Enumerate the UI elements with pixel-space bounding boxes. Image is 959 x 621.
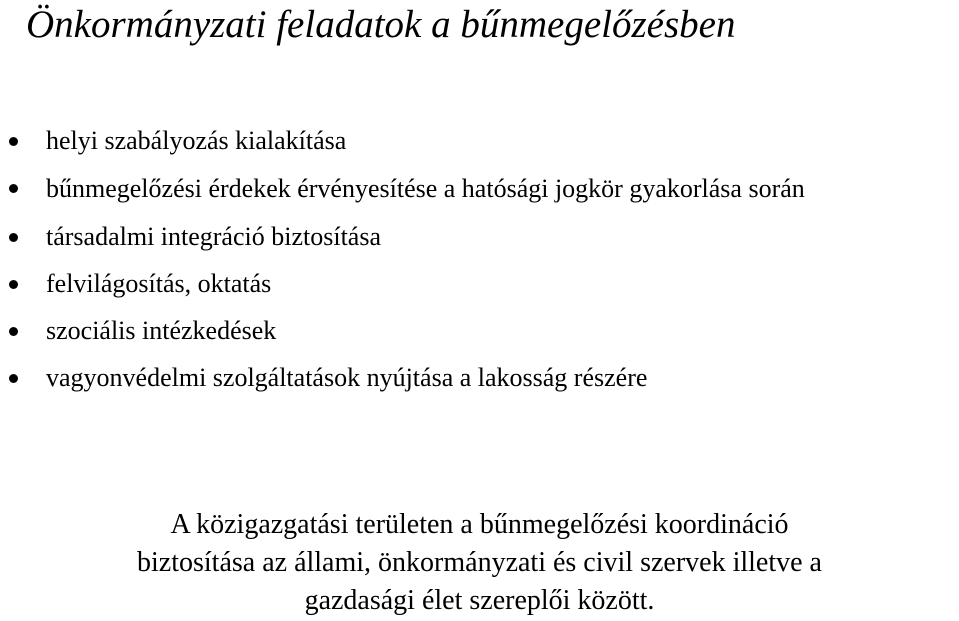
- bullet-text: bűnmegelőzési érdekek érvényesítése a hatósági jogkör gyakorlása során: [46, 174, 805, 203]
- bullet-list: [0, 120, 959, 404]
- bullet-dot-icon: [9, 327, 18, 336]
- bullet-item: [0, 167, 959, 211]
- bullet-dot-icon: [9, 374, 18, 383]
- summary-line: gazdasági élet szereplői között.: [304, 585, 655, 616]
- bullet-text: helyi szabályozás kialakítása: [46, 126, 347, 155]
- bullet-dot-icon: [9, 137, 18, 146]
- bullet-dot-icon: [9, 184, 18, 193]
- summary-line: biztosítása az állami, önkormányzati és civil szervek illetve a: [137, 547, 822, 578]
- bullet-text: vagyonvédelmi szolgáltatások nyújtása a lakosság részére: [46, 363, 648, 392]
- bullet-text: szociális intézkedések: [46, 316, 277, 345]
- bullet-item: [0, 357, 959, 399]
- bullet-dot-icon: [9, 233, 18, 242]
- slide-title: Önkormányzati feladatok a bűnmegelőzésben: [26, 3, 736, 46]
- summary-line: A közigazgatási területen a bűnmegelőzési koordináció: [170, 509, 789, 540]
- bullet-item: [0, 310, 959, 352]
- bullet-item: [0, 120, 959, 162]
- bullet-dot-icon: [9, 280, 18, 289]
- bullet-text: társadalmi integráció biztosítása: [46, 222, 381, 251]
- bullet-item: [0, 216, 959, 258]
- summary-paragraph: [0, 506, 959, 620]
- bullet-item: [0, 263, 959, 305]
- bullet-text: felvilágosítás, oktatás: [46, 269, 272, 298]
